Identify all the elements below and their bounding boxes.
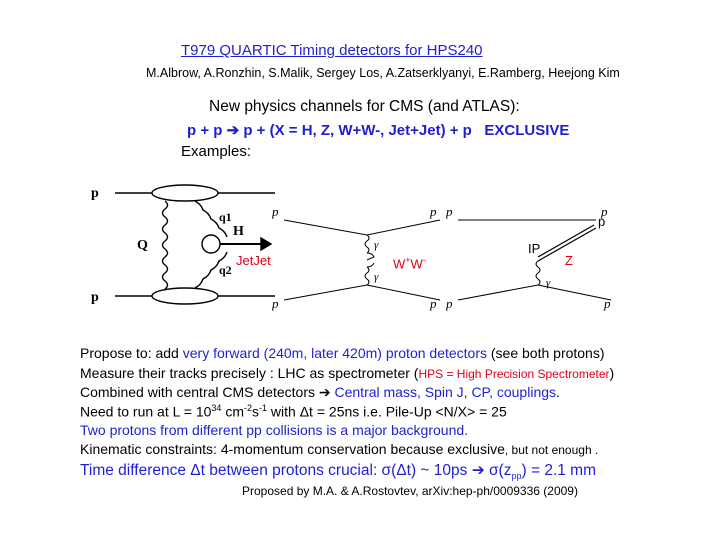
jetjet-label: JetJet (236, 253, 271, 268)
fig2-p-tl: p (272, 204, 279, 219)
blob-bottom (152, 288, 218, 304)
ww-label: W+W- (393, 255, 426, 272)
diagram-photon-z (446, 200, 621, 315)
body-line-3: Combined with central CMS detectors ➔ Central mass, Spin J, CP, couplings. (80, 384, 560, 400)
diagram-gluon-exchange (85, 175, 280, 315)
fig2-p-bl: p (272, 296, 279, 311)
fig3-gamma: γ (546, 277, 551, 289)
body-line-6: Kinematic constraints: 4-momentum conservation because exclusive, but not enough . (80, 441, 599, 457)
fig1-q: Q (137, 238, 148, 253)
z-label: Z (565, 253, 573, 268)
body-line-5: Two protons from different pp collisions is a major background. (80, 422, 469, 438)
fig3-p-tl: p (446, 204, 453, 219)
higgs-vertex (202, 235, 220, 253)
higgs-arrow-icon (261, 238, 271, 250)
authors: M.Albrow, A.Ronzhin, S.Malik, Sergey Los, A.Zatserklyanyi, E.Ramberg, Heejong Kim (146, 66, 620, 80)
heading-line1: New physics channels for CMS (and ATLAS): (209, 98, 520, 115)
ip-label: IP (528, 241, 541, 256)
heading-line2-prefix: p + p (187, 122, 223, 139)
heading-line2-main: p + (X = H, Z, W+W-, Jet+Jet) + p (243, 122, 472, 139)
fig1-h: H (233, 224, 244, 239)
fig2-p-tr: p (430, 204, 437, 219)
fig3-p-tr: p (601, 204, 608, 219)
arrow-icon: ➔ (471, 462, 485, 479)
fig2-gamma-bottom: γ (374, 271, 379, 283)
body-line-1: Propose to: add very forward (240m, later 420m) proton detectors (see both protons) (80, 345, 605, 361)
body-line-7: Time difference Δt between protons crucial: σ(Δt) ~ 10ps ➔ $\sigma(z_{pp}) = 2.1$ mm (80, 462, 597, 482)
exclusive-label: EXCLUSIVE (484, 122, 570, 139)
heading-line3: Examples: (181, 143, 252, 160)
fig1-q1: q1 (219, 210, 232, 224)
arrow-icon: ➔ (226, 122, 240, 139)
fig3-p-bl: p (446, 296, 453, 311)
reference-line: Proposed by M.A. & A.Rostovtev, arXiv:hep-ph/0009336 (2009) (242, 484, 578, 498)
page-title[interactable]: T979 QUARTIC Timing detectors for HPS240 (181, 42, 483, 59)
fig2-p-br: p (430, 296, 437, 311)
gluon-left (163, 201, 168, 289)
fig1-p-top: p (91, 186, 99, 201)
p-out-label: p (598, 214, 606, 229)
heading-line2 (187, 121, 569, 139)
body-line-2: Measure their tracks precisely : LHC as spectrometer (HPS = High Precision Spectrometer) (80, 365, 615, 381)
fig1-q2: q2 (219, 263, 232, 277)
fig2-gamma-top: γ (374, 239, 379, 251)
fig1-p-bottom: p (91, 290, 99, 305)
blob-top (152, 185, 218, 201)
fig3-p-br: p (604, 296, 611, 311)
body-line-4: Need to run at $L = 10^{34}$ $cm^{-2}s^{-1}$ with Δt = 25ns i.e. Pile-Up <N/X> = 25 (80, 403, 507, 420)
arrow-icon: ➔ (318, 384, 331, 400)
